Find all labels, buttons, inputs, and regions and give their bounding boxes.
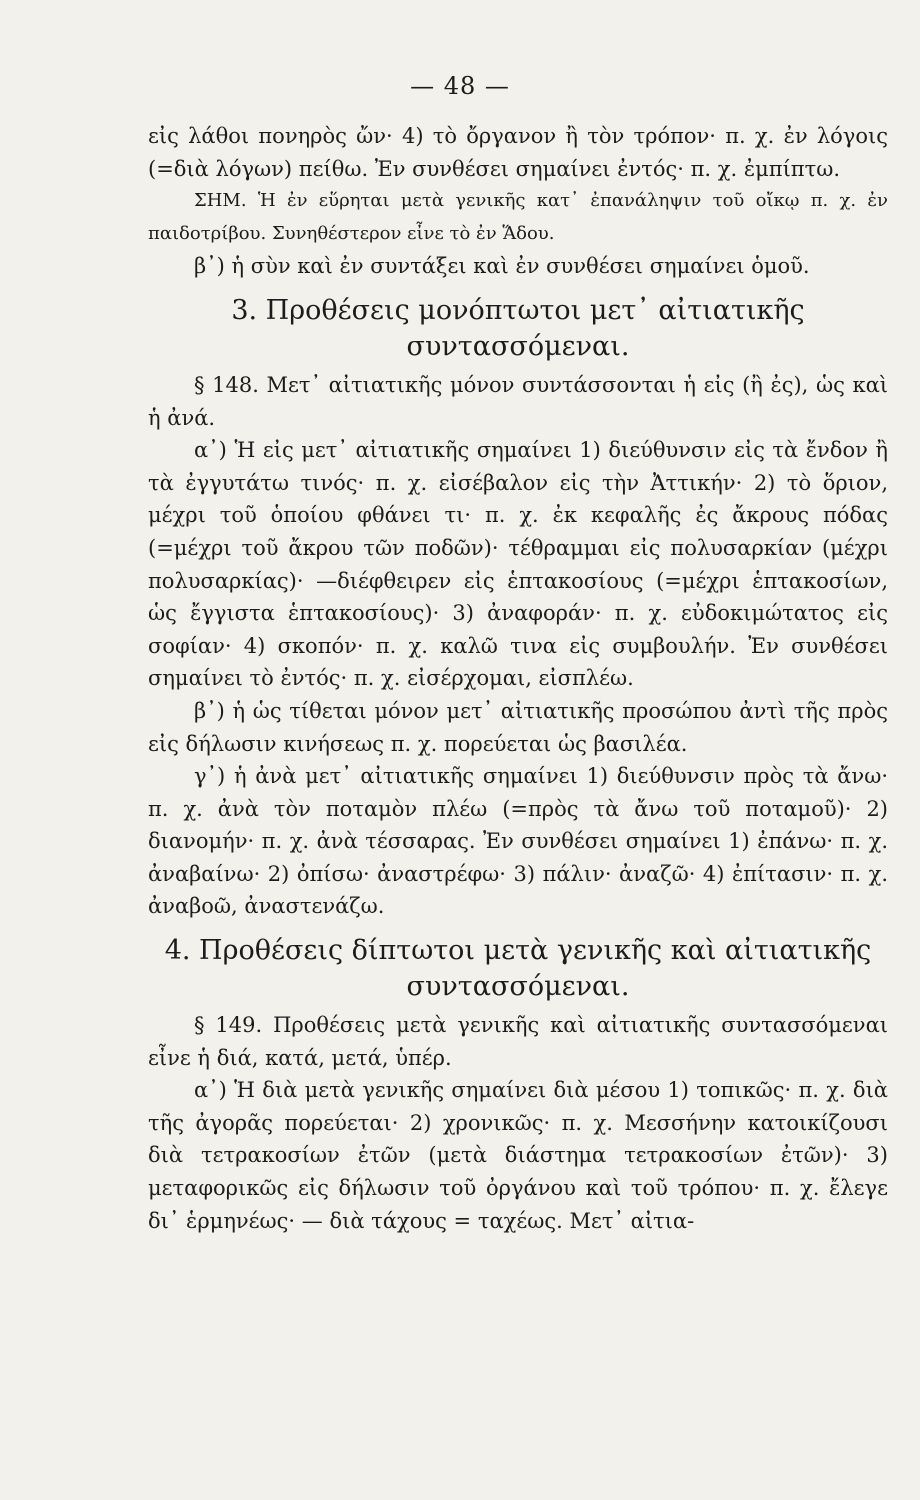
page-number: — 48 —: [410, 72, 510, 100]
paragraph-continuation: εἰς λάθοι πονηρὸς ὤν· 4) τὸ ὄργανον ἢ τὸν τρόπον· π. χ. ἐν λόγοις (=διὰ λόγων) πείθω. Ἐν συνθέσει σημαίνει ἐντός· π. χ. ἐμπίπτω.: [148, 124, 888, 181]
heading-4-line1: 4. Προθέσεις δίπτωτοι μετὰ γενικῆς καὶ αἰτιατικῆς: [164, 935, 872, 967]
section-heading-3: [148, 293, 888, 365]
paragraph-148-alpha: α᾽) Ἡ εἰς μετ᾽ αἰτιατικῆς σημαίνει 1) διεύθυνσιν εἰς τὰ ἔνδον ἢ τὰ ἐγγυτάτω τινός· π. χ. εἰσέβαλον εἰς τὴν Ἀττικήν· 2) τὸ ὅριον, μέχρι τοῦ ὁποίου φθάνει τι· π. χ. ἐκ κεφαλῆς ἐς ἄκρους πόδας (=μέχρι τοῦ ἄκρου τῶν ποδῶν)· τέθραμμαι εἰς πολυσαρκίαν (μέχρι πολυσαρκίας)· —διέφθειρεν εἰς ἑπτακοσίους (=μέχρι ἑπτακοσίων, ὡς ἔγγιστα ἑπτακοσίους)· 3) ἀναφοράν· π. χ. εὐδοκιμώτατος εἰς σοφίαν· 4) σκοπόν· π. χ. καλῶ τινα εἰς συμβουλήν. Ἐν συνθέσει σημαίνει τὸ ἐντός· π. χ. εἰσέρχομαι, εἰσπλέω.: [148, 438, 888, 691]
paragraph-148: § 148. Μετ᾽ αἰτιατικῆς μόνον συντάσσονται ἡ εἰς (ἢ ἐς), ὡς καὶ ἡ ἀνά.: [148, 372, 888, 430]
heading-3-line2: συντασσόμεναι.: [406, 330, 630, 362]
paragraph-148-gamma: γ᾽) ἡ ἀνὰ μετ᾽ αἰτιατικῆς σημαίνει 1) διεύθυνσιν πρὸς τὰ ἄνω· π. χ. ἀνὰ τὸν ποταμὸν πλέω (=πρὸς τὰ ἄνω τοῦ ποταμοῦ)· 2) διανομήν· π. χ. ἀνὰ τέσσαρας. Ἐν συνθέσει σημαίνει 1) ἐπάνω· π. χ. ἀναβαίνω· 2) ὀπίσω· ἀναστρέφω· 3) πάλιν· ἀναζῶ· 4) ἐπίτασιν· π. χ. ἀναβοῶ, ἀναστενάζω.: [148, 764, 888, 919]
heading-4-line2: συντασσόμεναι.: [406, 971, 630, 1003]
paragraph-syn: β᾽) ἡ σὺν καὶ ἐν συντάξει καὶ ἐν συνθέσει σημαίνει ὁμοῦ.: [194, 254, 810, 279]
heading-3-line1: 3. Προθέσεις μονόπτωτοι μετ᾽ αἰτιατικῆς: [231, 294, 805, 326]
paragraph-149: § 149. Προθέσεις μετὰ γενικῆς καὶ αἰτιατικῆς συντασσόμεναι εἶνε ἡ διά, κατά, μετά, ὑπέρ.: [148, 1013, 888, 1070]
paragraph-149-alpha: α᾽) Ἡ διὰ μετὰ γενικῆς σημαίνει διὰ μέσου 1) τοπικῶς· π. χ. διὰ τῆς ἀγορᾶς πορεύεται· 2) χρονικῶς· π. χ. Μεσσήνην κατοικίζουσι διὰ τετρακοσίων ἐτῶν (μετὰ διάστημα τετρακοσίων ἐτῶν)· 3) μεταφορικῶς εἰς δήλωσιν τοῦ ὀργάνου καὶ τοῦ τρόπου· π. χ. ἔλεγε δι᾽ ἑρμηνέως· — διὰ τάχους = ταχέως. Μετ᾽ αἰτια-: [148, 1078, 888, 1233]
paragraph-148-beta: β᾽) ἡ ὡς τίθεται μόνον μετ᾽ αἰτιατικῆς προσώπου ἀντὶ τῆς πρὸς εἰς δήλωσιν κινήσεως π. χ. πορεύεται ὡς βασιλέα.: [148, 698, 888, 756]
section-heading-4: [148, 933, 888, 1005]
body-text: [148, 120, 888, 1237]
note-paragraph: ΣΗΜ. Ἡ ἐν εὕρηται μετὰ γενικῆς κατ᾽ ἐπανάληψιν τοῦ οἴκῳ π. χ. ἐν παιδοτρίβου. Συνηθέστερον εἶνε τὸ ἐν Ἅδου.: [148, 190, 888, 244]
